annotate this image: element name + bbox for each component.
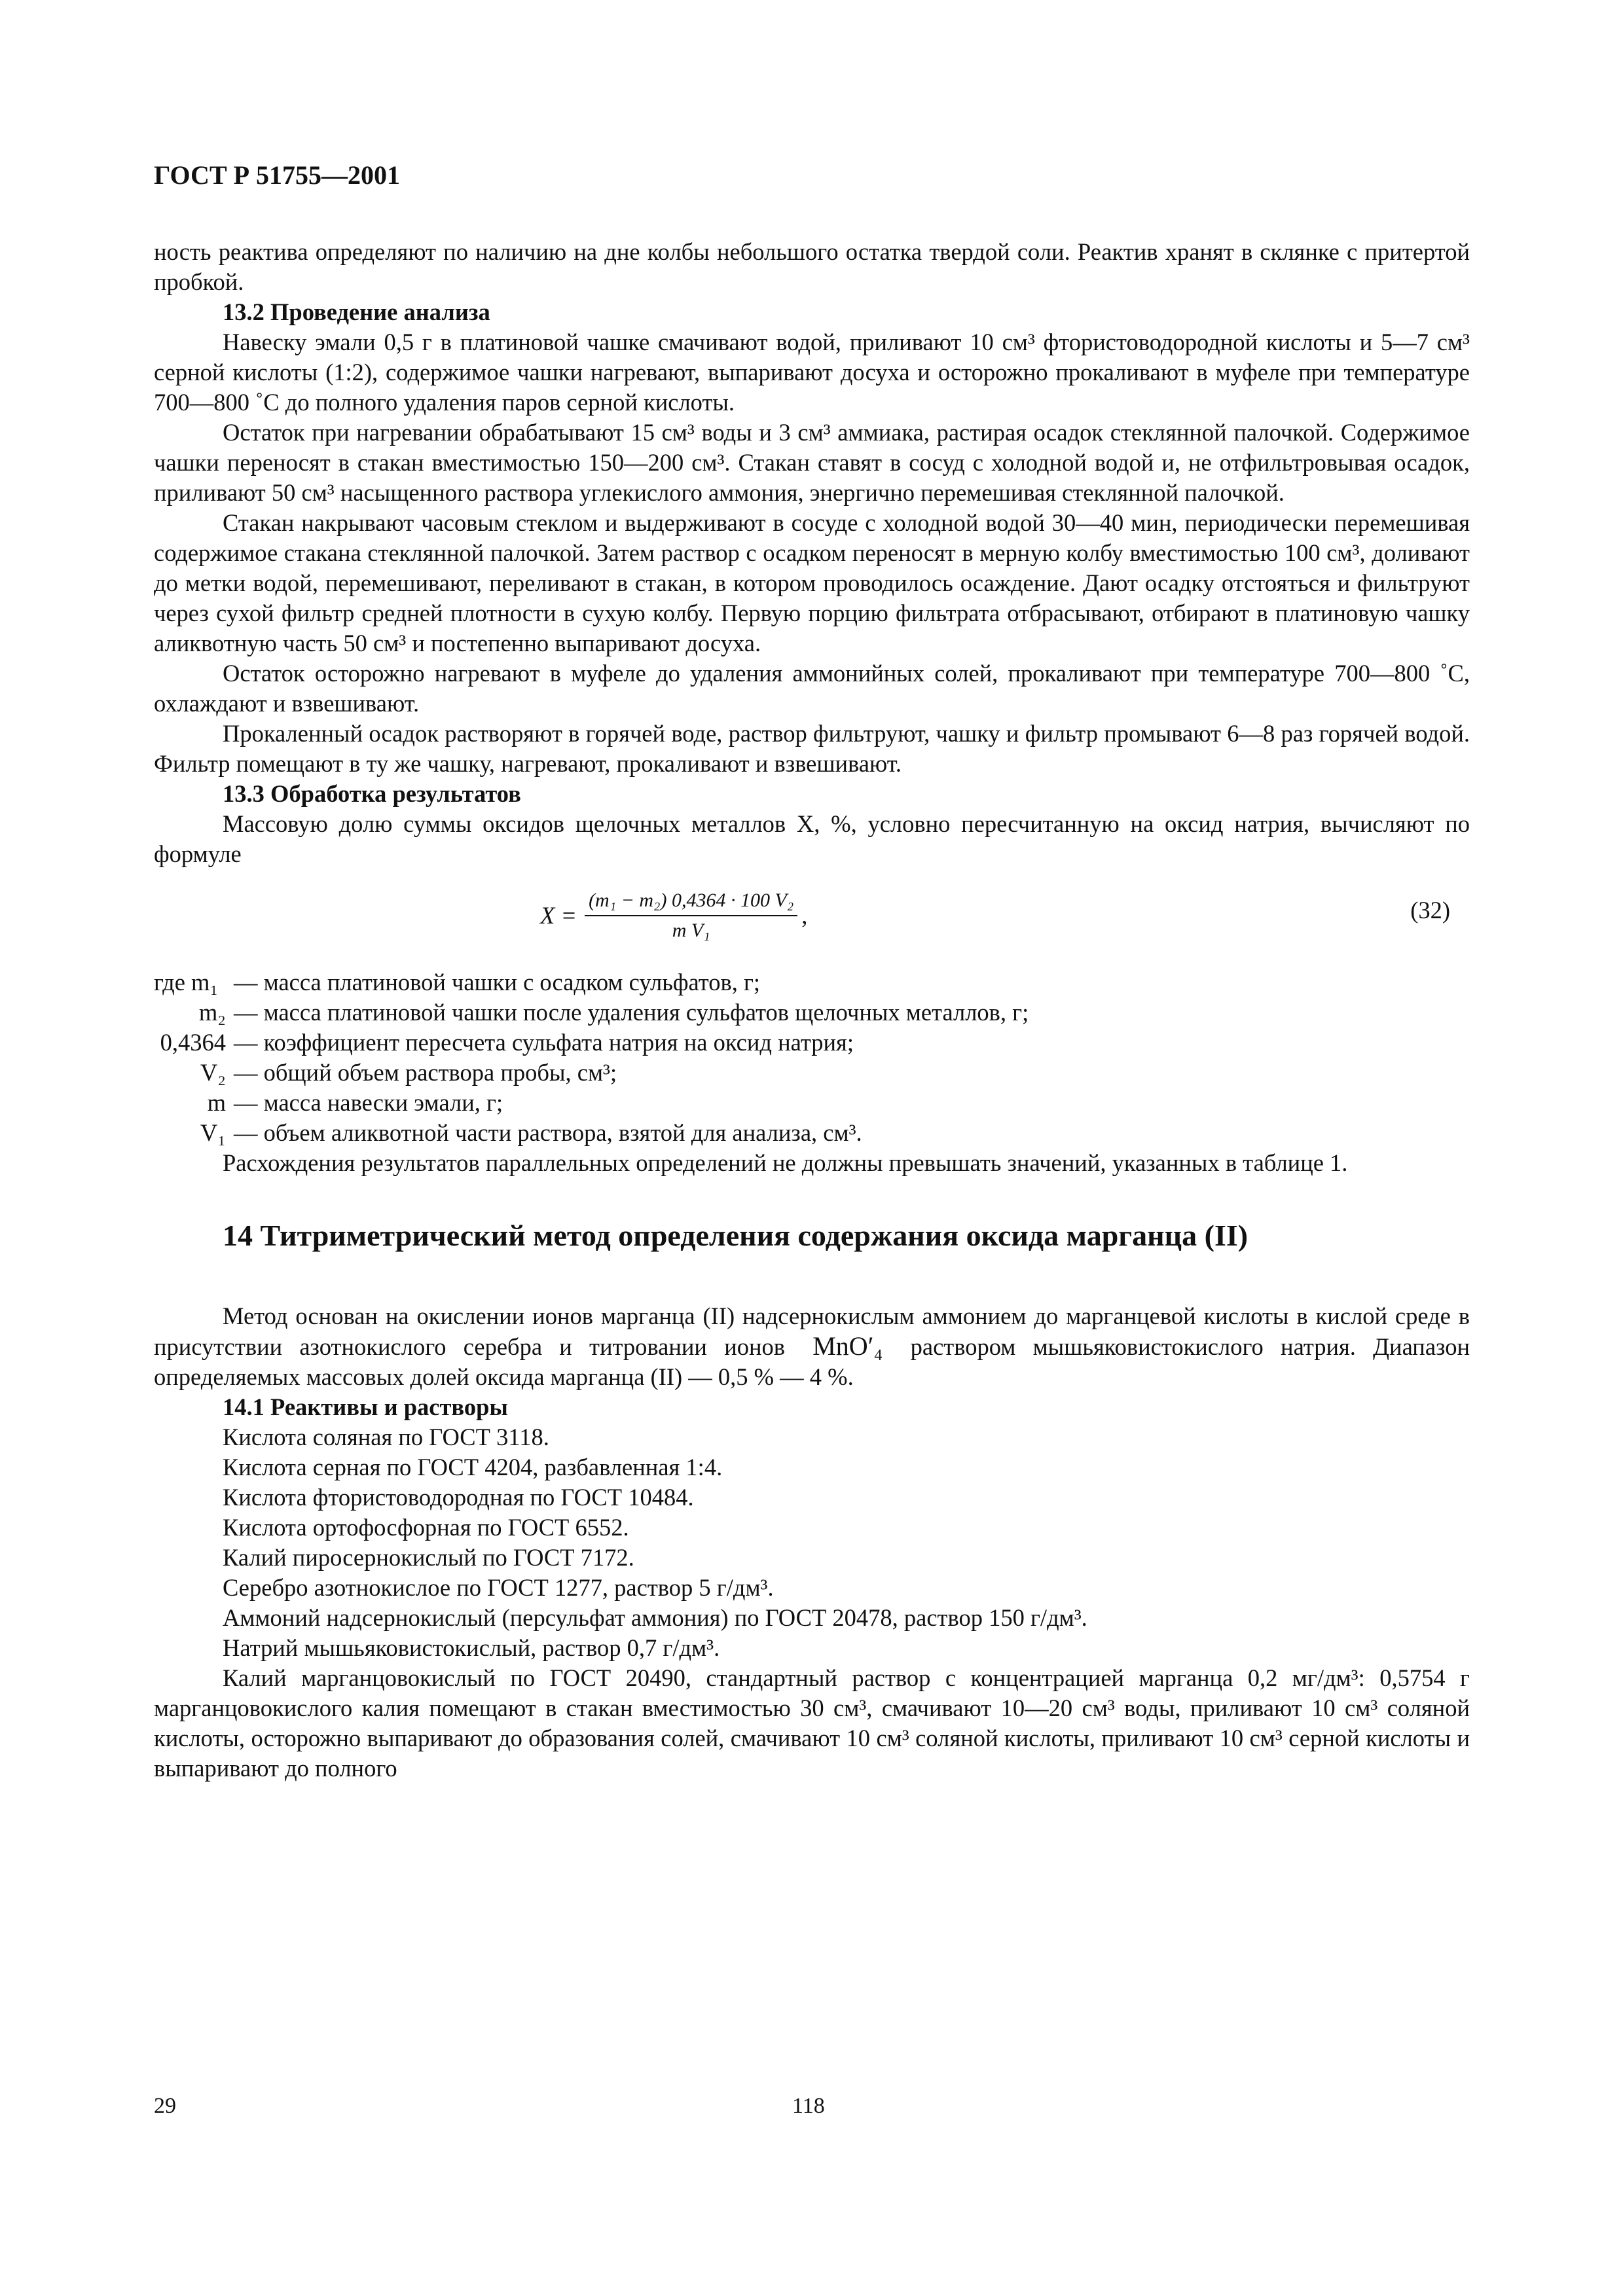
definition-symbol: V₂ xyxy=(200,1059,226,1086)
paragraph: Калий марганцовокислый по ГОСТ 20490, стандартный раствор с концентрацией марганца 0,2 мг/дм³: 0,5754 г марганцовокислого калия помещают в стакан вместимостью 30 см³, смачивают 10—20 см³ воды, приливают 10 см³ соляной кислоты, осторожно выпаривают до образования солей, смачивают 10 см³ соляной кислоты, приливают 10 см³ серной кислоты и выпаривают до полного xyxy=(154,1664,1470,1782)
definition-symbol: где m₁ xyxy=(154,969,219,996)
paragraph-continuation: ность реактива определяют по наличию на дне колбы небольшого остатка твердой соли. Реактив хранят в склянке с притертой пробкой. xyxy=(154,238,1470,295)
reagent-item: Кислота ортофосфорная по ГОСТ 6552. xyxy=(223,1514,629,1541)
paragraph-method-part-a: Метод основан на окислении ионов марганца (II) надсернокислым аммонием до марганцевой кислоты в кислой среде в присутствии азотнокислого серебра и титровании ионов xyxy=(154,1302,1470,1360)
paragraph: Прокаленный осадок растворяют в горячей воде, раствор фильтруют, чашку и фильтр промывают 6—8 раз горячей водой. Фильтр помещают в ту же чашку, нагревают, прокаливают и взвешивают. xyxy=(154,720,1470,777)
definition-row xyxy=(154,1058,1470,1088)
paragraph-method-part-b: раствором мышьяковистокислого натрия. Диапазон определяемых массовых долей оксида марганца (II) — 0,5 % — 4 %. xyxy=(154,1333,1470,1390)
definition-row xyxy=(154,1028,1470,1058)
paragraph-method xyxy=(154,1301,1470,1392)
subsection-heading-14-1: 14.1 Реактивы и растворы xyxy=(223,1393,508,1420)
reagent-item: Калий пиросернокислый по ГОСТ 7172. xyxy=(223,1544,634,1571)
formula-fraction xyxy=(585,889,797,942)
reagent-item: Кислота серная по ГОСТ 4204, разбавленная 1:4. xyxy=(223,1454,723,1480)
formula-lhs: X = xyxy=(540,902,577,929)
definition-row xyxy=(154,997,1470,1028)
reagent-item: Кислота фтористоводородная по ГОСТ 10484. xyxy=(223,1484,694,1511)
paragraph: Навеску эмали 0,5 г в платиновой чашке смачивают водой, приливают 10 см³ фтористоводородной кислоты и 5—7 см³ серной кислоты (1:2), содержимое чашки нагревают, выпаривают досуха и осторожно прокаливают в муфеле при температуре 700—800 ˚С до полного удаления паров серной кислоты. xyxy=(154,329,1470,416)
definition-text: — объем аликвотной части раствора, взятой для анализа, см³. xyxy=(234,1119,862,1146)
definition-symbol: 0,4364 xyxy=(160,1029,226,1056)
definition-text: — коэффициент пересчета сульфата натрия на оксид натрия; xyxy=(234,1029,854,1056)
footer-left-number: 29 xyxy=(154,2094,176,2118)
definition-row xyxy=(154,967,1470,997)
document-id-header: ГОСТ Р 51755—2001 xyxy=(154,160,401,190)
paragraph: Остаток при нагревании обрабатывают 15 см³ воды и 3 см³ аммиака, растирая осадок стеклянной палочкой. Содержимое чашки переносят в стакан вместимостью 150—200 см³. Стакан ставят в сосуд с холодной водой и, не отфильтровывая осадок, приливают 50 см³ насыщенного раствора углекислого аммония, энергично перемешивая стеклянной палочкой. xyxy=(154,419,1470,506)
definition-symbol: m₂ xyxy=(198,999,226,1026)
formula-comma: , xyxy=(801,902,808,929)
formula-denominator: m V₁ xyxy=(672,920,710,941)
permanganate-ion-formula: MnO′₄ xyxy=(812,1331,883,1361)
formula-numerator: (m₁ − m₂) 0,4364 · 100 V₂ xyxy=(585,889,797,916)
paragraph: Стакан накрывают часовым стеклом и выдерживают в сосуде с холодной водой 30—40 мин, периодически перемешивая содержимое стакана стеклянной палочкой. Затем раствор с осадком переносят в мерную колбу вместимостью 100 см³, доливают до метки водой, перемешивают, переливают в стакан, в котором проводилось осаждение. Дают осадку отстояться и фильтруют через сухой фильтр средней плотности в сухую колбу. Первую порцию фильтрата отбрасывают, отбирают в платиновую чашку аликвотную часть 50 см³ и постепенно выпаривают досуха. xyxy=(154,509,1470,656)
definition-symbol: m xyxy=(207,1089,226,1116)
reagent-item: Серебро азотнокислое по ГОСТ 1277, раствор 5 г/дм³. xyxy=(223,1574,774,1601)
definition-row xyxy=(154,1118,1470,1148)
definition-text: — масса платиновой чашки с осадком сульфатов, г; xyxy=(234,969,761,996)
definition-text: — масса навески эмали, г; xyxy=(234,1089,503,1116)
formula-32 xyxy=(540,889,807,942)
definition-row xyxy=(154,1088,1470,1118)
subsection-heading-13-3: 13.3 Обработка результатов xyxy=(223,780,521,807)
definition-text: — общий объем раствора пробы, см³; xyxy=(234,1059,617,1086)
document-body xyxy=(154,237,1470,1784)
paragraph: Массовую долю суммы оксидов щелочных металлов X, %, условно пересчитанную на оксид натрия, вычисляют по формуле xyxy=(154,810,1470,867)
reagent-item: Аммоний надсернокислый (персульфат аммония) по ГОСТ 20478, раствор 150 г/дм³. xyxy=(223,1604,1087,1631)
section-heading-14: 14 Титриметрический метод определения содержания оксида марганца (II) xyxy=(223,1219,1249,1252)
subsection-heading-13-2: 13.2 Проведение анализа xyxy=(223,298,490,325)
page-number: 118 xyxy=(792,2094,825,2118)
equation-number: (32) xyxy=(1410,897,1450,924)
definition-text: — масса платиновой чашки после удаления сульфатов щелочных металлов, г; xyxy=(234,999,1029,1026)
formula-block xyxy=(154,869,1470,967)
reagent-item: Натрий мышьяковистокислый, раствор 0,7 г/дм³. xyxy=(223,1634,720,1661)
reagent-item: Кислота соляная по ГОСТ 3118. xyxy=(223,1424,549,1450)
paragraph: Расхождения результатов параллельных определений не должны превышать значений, указанных в таблице 1. xyxy=(223,1149,1348,1176)
paragraph: Остаток осторожно нагревают в муфеле до удаления аммонийных солей, прокаливают при температуре 700—800 ˚С, охлаждают и взвешивают. xyxy=(154,660,1470,717)
definition-symbol: V₁ xyxy=(200,1119,226,1146)
